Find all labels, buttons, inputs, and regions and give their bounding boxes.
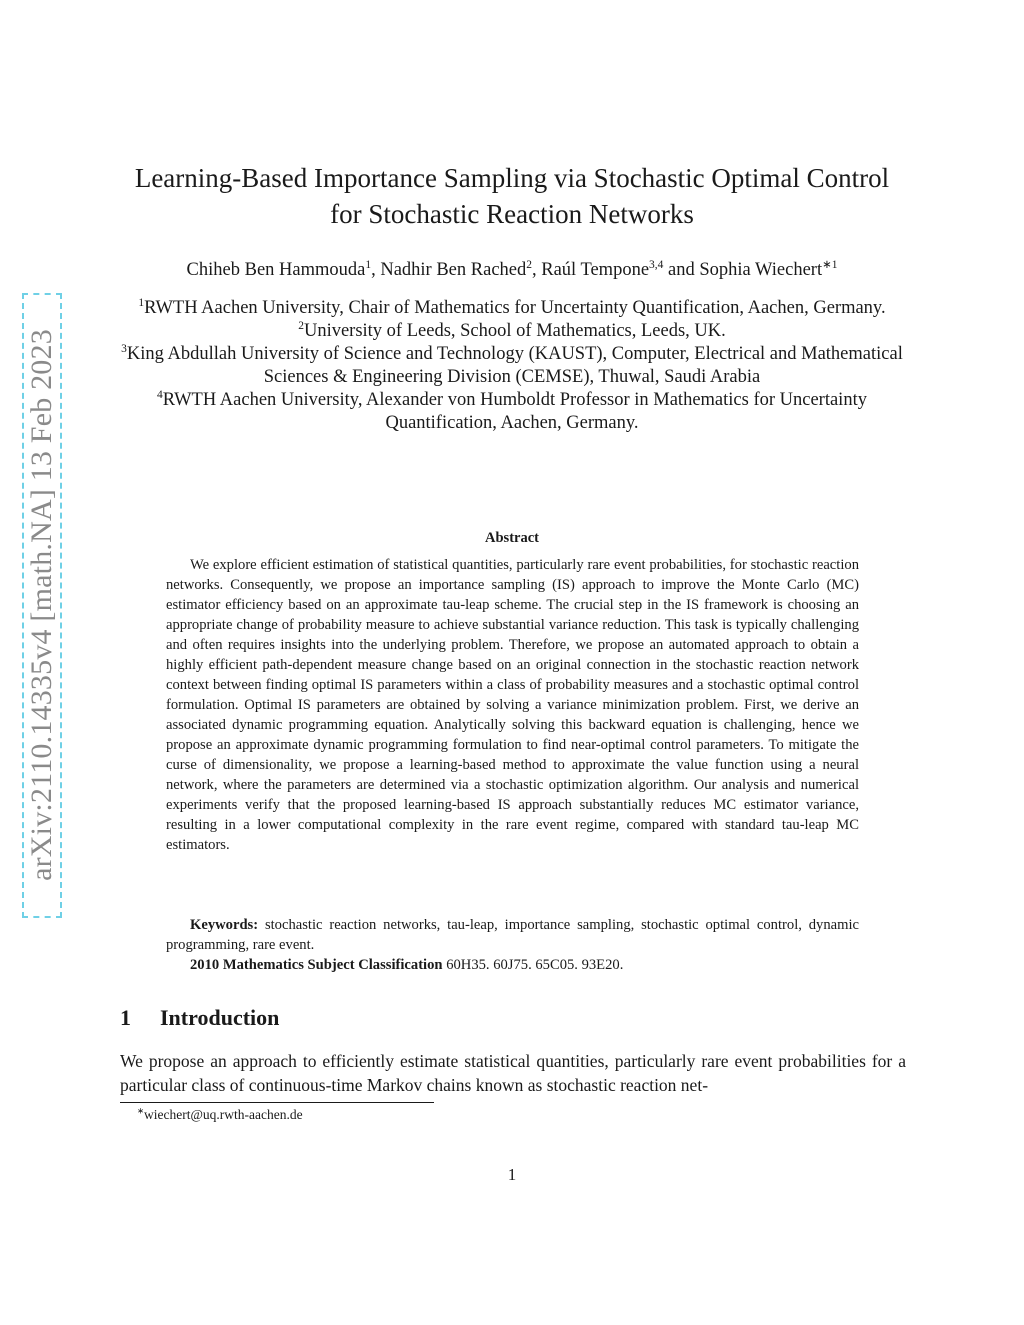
paper-title: Learning-Based Importance Sampling via Stochastic Optimal Control for Stochastic Reaction Networks xyxy=(134,163,890,229)
section-title: Introduction xyxy=(160,1005,280,1030)
abstract-heading: Abstract xyxy=(485,530,539,546)
affiliation-list xyxy=(110,297,914,435)
section-heading xyxy=(120,1005,279,1031)
keywords-label: Keywords: xyxy=(190,917,259,933)
affiliation: $^3$King Abdullah University of Science and Technology (KAUST), Computer, Electrical and Mathematical Sciences & Engineering Division (CEMSE), Thuwal, Saudi Arabia xyxy=(121,342,903,387)
introduction-paragraph: We propose an approach to efficiently estimate statistical quantities, particularly rare event probabilities for a particular class of continuous-time Markov chains known as stochastic reaction net- xyxy=(120,1051,906,1095)
affiliation: $^2$University of Leeds, School of Mathematics, Leeds, UK. xyxy=(298,319,726,341)
author-list xyxy=(100,257,924,283)
affiliation: $^4$RWTH Aachen University, Alexander von Humboldt Professor in Mathematics for Uncertainty Quantification, Aachen, Germany. xyxy=(157,388,867,433)
footnote-email[interactable]: wiechert@uq.rwth-aachen.de xyxy=(144,1107,303,1122)
msc-classification xyxy=(166,955,859,975)
author: Nadhir Ben Rached$^2$, xyxy=(380,258,542,280)
author: Raúl Tempone$^{3,4}$ and xyxy=(541,258,700,280)
msc-codes: 60H35. 60J75. 65C05. 93E20. xyxy=(446,957,624,973)
arxiv-identifier[interactable]: arXiv:2110.14335v4 [math.NA] 13 Feb 2023 xyxy=(25,329,58,881)
page-number: 1 xyxy=(507,1165,517,1184)
keywords xyxy=(166,915,859,955)
abstract-body: We explore efficient estimation of statistical quantities, particularly rare event probabilities, for stochastic reaction networks. Consequently, we propose an importance sampling (IS) approach to improve the Monte Carlo (MC) estimator efficiency based on an approximate tau-leap scheme. The crucial step in the IS framework is choosing an appropriate change of probability measure to achieve substantial variance reduction. This task is typically challenging and often requires insights into the underlying problem. Therefore, we propose an automated approach to obtain a highly efficient path-dependent measure change based on an original connection in the stochastic reaction network context between finding optimal IS parameters within a class of probability measures and a stochastic optimal control formulation. Optimal IS parameters are obtained by solving a variance minimization problem. First, we derive an associated dynamic programming equation. Analytically solving this backward equation is challenging, hence we propose an approximate dynamic programming formulation to find near-optimal control parameters. To mitigate the curse of dimensionality, we propose a learning-based method to approximate the value function using a neural network, where the parameters are determined via a stochastic optimization algorithm. Our analysis and numerical experiments verify that the proposed learning-based IS approach substantially reduces MC estimator variance, resulting in a lower computational complexity in the rare event regime, compared with standard tau-leap MC estimators. xyxy=(166,557,859,853)
section-number: 1 xyxy=(120,1005,131,1030)
author: Chiheb Ben Hammouda$^1$, xyxy=(186,258,381,280)
affiliation: $^1$RWTH Aachen University, Chair of Mathematics for Uncertainty Quantification, Aachen, Germany. xyxy=(138,296,886,318)
footnote: ∗wiechert@uq.rwth-aachen.de xyxy=(137,1106,303,1122)
author: Sophia Wiechert$^{∗1}$ xyxy=(699,258,838,280)
footnote-rule xyxy=(120,1102,434,1103)
keywords-text: stochastic reaction networks, tau-leap, importance sampling, stochastic optimal control, dynamic programming, rare event. xyxy=(166,917,859,953)
msc-label: 2010 Mathematics Subject Classification xyxy=(190,957,443,973)
